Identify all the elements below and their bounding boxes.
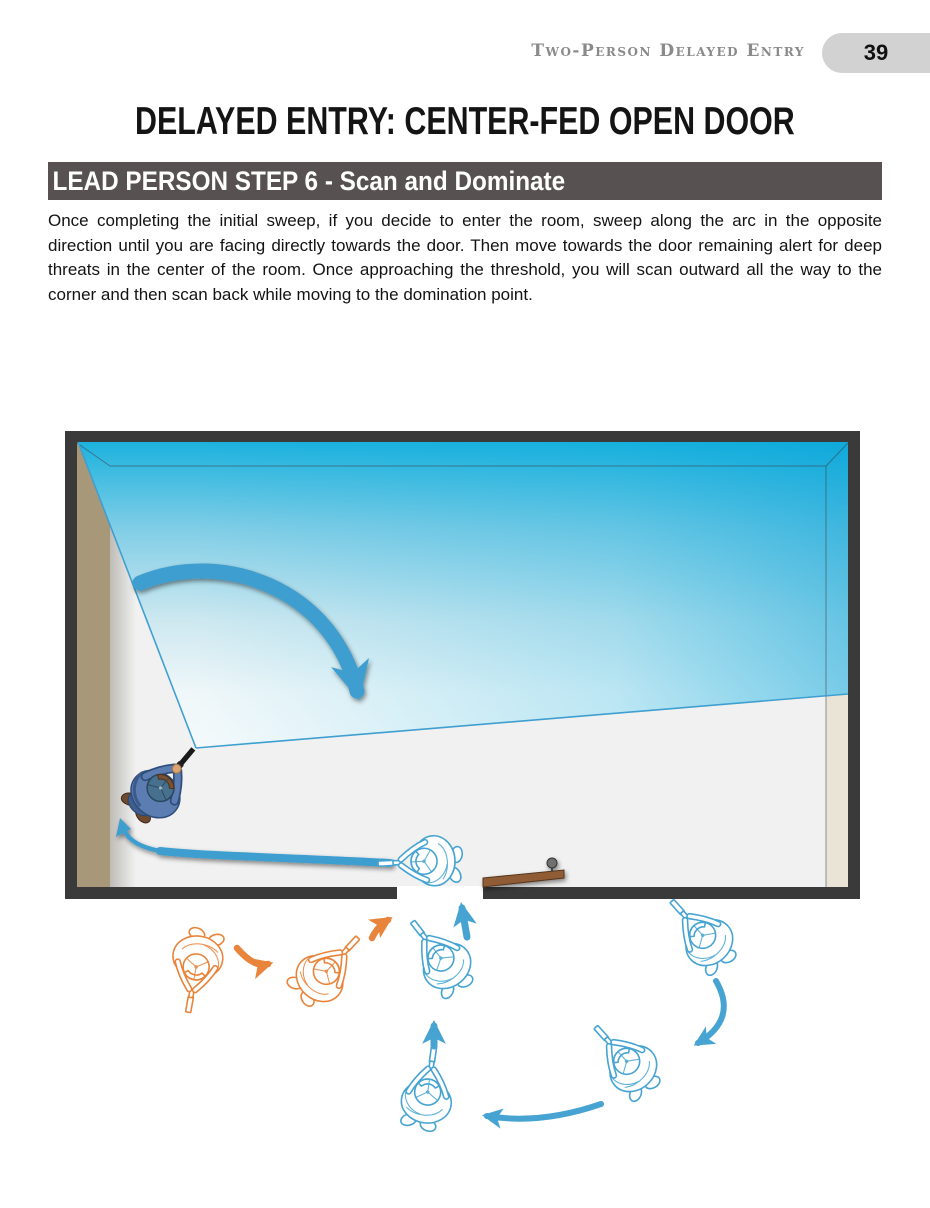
blue-arrow-into-door xyxy=(462,908,467,937)
section-header-bar xyxy=(48,162,882,200)
ghost-figure-below-doorway xyxy=(393,906,485,1005)
door-opening xyxy=(397,886,483,900)
ghost-figure-mid-right xyxy=(577,1010,672,1107)
chapter-header: Two-Person Delayed Entry xyxy=(531,41,805,61)
page-title: DELAYED ENTRY: CENTER-FED OPEN DOOR xyxy=(135,100,795,143)
body-paragraph: Once completing the initial sweep, if you decide to enter the room, sweep along the arc in the opposite direction until you are facing directly towards the door. Then move towards the door remaining alert for deep threats in the center of the room. Once approaching the threshold, you will scan outward all the way to the corner and then scan back while moving to the domination point. xyxy=(48,211,882,304)
blue-arrow-curve-right xyxy=(698,981,724,1043)
ghost-figure-bottom-center xyxy=(397,1043,458,1135)
ghost-figure-orange-mid xyxy=(281,921,376,1018)
blue-arrow-long-left xyxy=(487,1104,601,1119)
section-header-label: LEAD PERSON STEP 6 - Scan and Dominate xyxy=(52,166,566,196)
ghost-figure-orange-left xyxy=(164,923,228,1016)
scan-cone xyxy=(78,442,848,748)
tactical-diagram xyxy=(0,425,930,1208)
orange-arrow-1 xyxy=(237,948,268,965)
orange-arrow-2 xyxy=(372,920,388,938)
door-knob xyxy=(547,858,557,868)
page-number-tab: 39 xyxy=(822,33,930,73)
